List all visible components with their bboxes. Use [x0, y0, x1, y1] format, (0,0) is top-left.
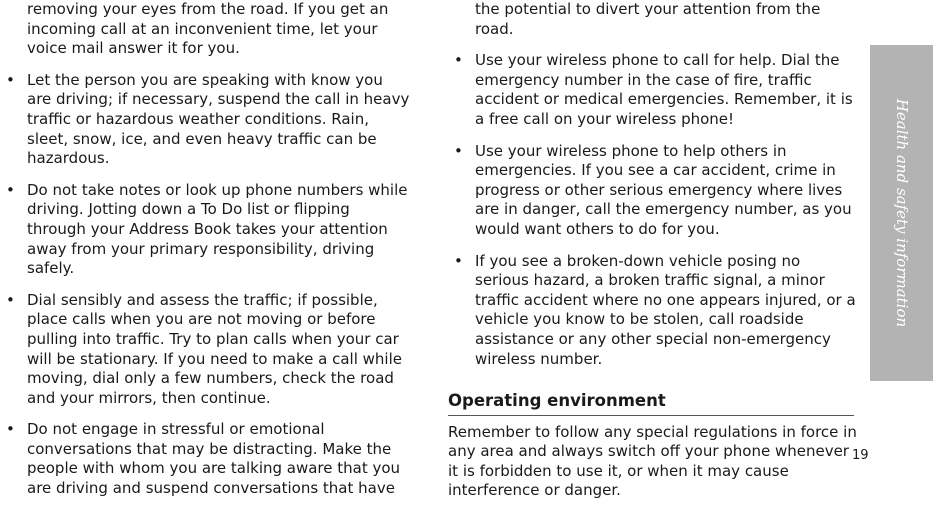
list-item-text: Use your wireless phone to help others in emergencies. If you see a car accident, crime in progress or other serious emergency where lives are in danger, call the emergency number, as you would want others to do for you. — [475, 141, 852, 238]
bullet-icon: • — [6, 290, 15, 309]
section-heading: Operating environment — [448, 391, 854, 416]
left-column — [0, 0, 410, 511]
list-item — [0, 71, 410, 169]
list-item-text: If you see a broken-down vehicle posing no serious hazard, a broken traffic signal, a minor traffic accident where no one appears injured, or a vehicle you know to be stolen, call roadside assistance or any other special non-emergency wireless number. — [475, 251, 856, 368]
bullet-icon: • — [454, 51, 463, 70]
list-item — [0, 420, 410, 498]
list-item-text: Use your wireless phone to call for help. Dial the emergency number in the case of fire, traffic accident or medical emergencies. Remember, it is a free call on your wireless phone! — [475, 51, 853, 128]
left-continued-text: removing your eyes from the road. If you get an incoming call at an inconvenient time, let your voice mail answer it for you. — [27, 0, 389, 58]
right-continued-text: the potential to divert your attention from the road. — [475, 0, 821, 38]
chapter-tab-label: Health and safety information — [892, 98, 911, 328]
list-item-text: Do not take notes or look up phone numbers while driving. Jotting down a To Do list or flipping through your Address Book takes your attention away from your primary responsibility, driving safely. — [27, 180, 408, 278]
list-item — [448, 51, 858, 129]
page-number: 19 — [852, 448, 869, 463]
list-item — [0, 291, 410, 409]
right-column — [448, 0, 858, 501]
list-item-text: Let the person you are speaking with know you are driving; if necessary, suspend the call in heavy traffic or hazardous weather conditions. Rain, sleet, snow, ice, and even heavy traffic can be hazardous. — [27, 70, 410, 168]
bullet-icon: • — [454, 141, 463, 160]
list-item-text: Dial sensibly and assess the traffic; if possible, place calls when you are not moving or before pulling into traffic. Try to plan calls when your car will be stationary. If you need to make a call while moving, dial only a few numbers, check the road and your mirrors, then continue. — [27, 290, 402, 407]
chapter-side-tab — [870, 45, 933, 381]
list-item — [448, 142, 858, 240]
bullet-icon: • — [454, 251, 463, 270]
section-body-text: Remember to follow any special regulations in force in any area and always switch off your phone whenever it is forbidden to use it, or when it may cause interference or danger. — [448, 422, 857, 500]
list-item-text: Do not engage in stressful or emotional conversations that may be distracting. Make the people with whom you are talking aware that you are driving and suspend conversations that have — [27, 420, 401, 498]
list-item — [0, 181, 410, 279]
bullet-icon: • — [6, 70, 15, 89]
bullet-icon: • — [6, 420, 15, 439]
list-item — [448, 252, 858, 370]
bullet-icon: • — [6, 180, 15, 199]
